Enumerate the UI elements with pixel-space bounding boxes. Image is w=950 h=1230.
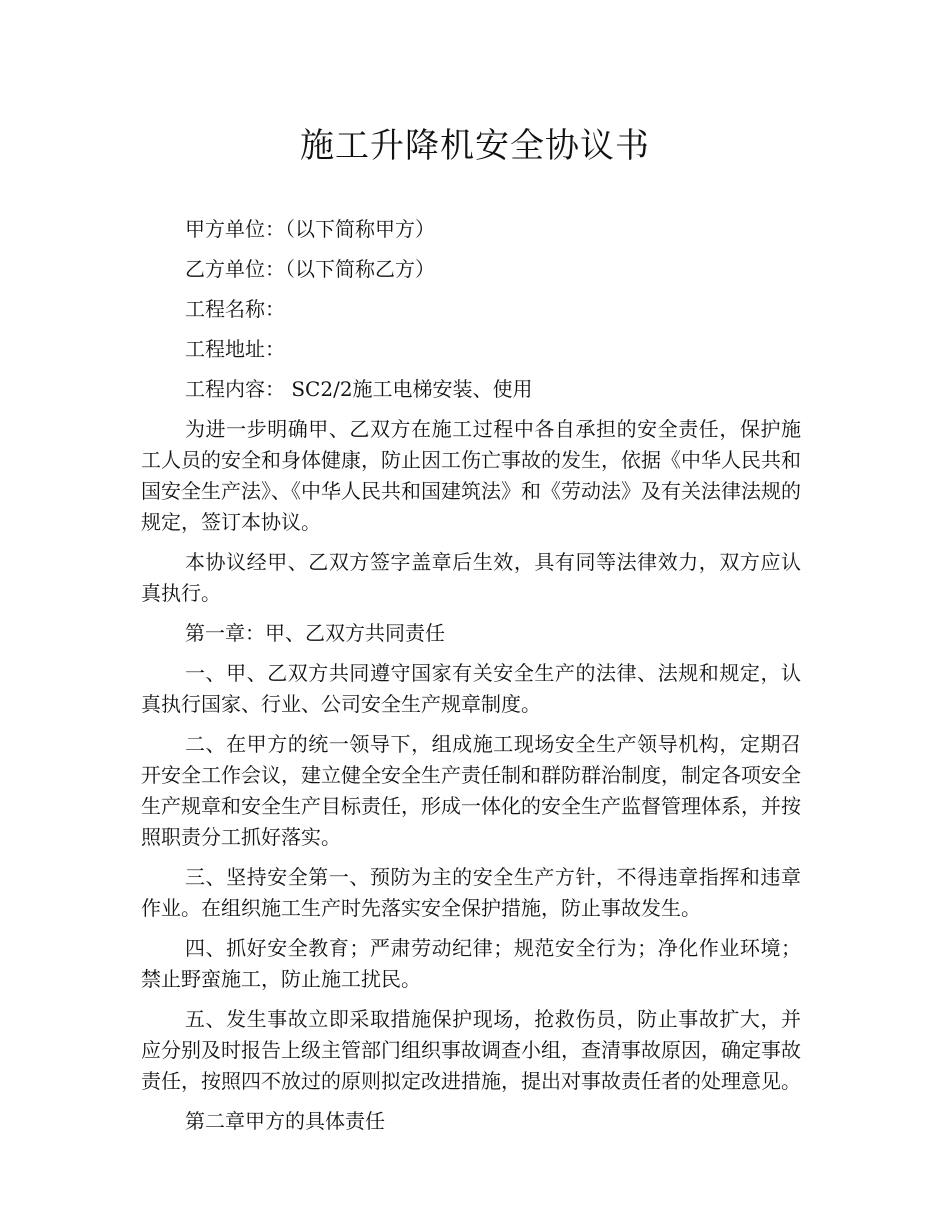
project-address-field: 工程地址： <box>185 337 285 361</box>
document-body <box>141 214 801 1146</box>
chapter-2-heading: 第二章甲方的具体责任 <box>185 1109 385 1133</box>
chapter-1-item: 五、发生事故立即采取措施保护现场，抢救伤员，防止事故扩大，并应分别及时报告上级主管部门组织事故调查小组，查清事故原因，确定事故责任，按照四不放过的原则拟定改进措施，提出对事故责任者的处理意见。 <box>141 1007 801 1093</box>
chapter-1-item: 一、甲、乙双方共同遵守国家有关安全生产的法律、法规和规定，认真执行国家、行业、公司安全生产规章制度。 <box>141 661 801 716</box>
project-name-field: 工程名称： <box>185 297 285 321</box>
intro-paragraph: 为进一步明确甲、乙双方在施工过程中各自承担的安全责任，保护施工人员的安全和身体健康，防止因工伤亡事故的发生，依据《中华人民共和国安全生产法》、《中华人民共和国建筑法》和《劳动法》及有关法律法规的规定，签订本协议。 <box>141 417 801 534</box>
chapter-1-item: 二、在甲方的统一领导下，组成施工现场安全生产领导机构，定期召开安全工作会议，建立健全安全生产责任制和群防群治制度，制定各项安全生产规章和安全生产目标责任，形成一体化的安全生产监督管理体系，并按照职责分工抓好落实。 <box>141 732 801 849</box>
project-content-field: 工程内容： SC2/2施工电梯安装、使用 <box>185 377 533 401</box>
document-title: 施工升降机安全协议书 <box>300 126 650 166</box>
party-a-field: 甲方单位：（以下简称甲方） <box>185 217 435 241</box>
party-b-field: 乙方单位：（以下简称乙方） <box>185 257 435 281</box>
chapter-1-item: 四、抓好安全教育；严肃劳动纪律；规范安全行为；净化作业环境；禁止野蛮施工，防止施工扰民。 <box>141 936 801 991</box>
chapter-1-heading: 第一章：甲、乙双方共同责任 <box>185 621 445 645</box>
intro-paragraph: 本协议经甲、乙双方签字盖章后生效，具有同等法律效力，双方应认真执行。 <box>141 550 801 605</box>
chapter-1-item: 三、坚持安全第一、预防为主的安全生产方针，不得违章指挥和违章作业。在组织施工生产时先落实安全保护措施，防止事故发生。 <box>141 865 801 920</box>
